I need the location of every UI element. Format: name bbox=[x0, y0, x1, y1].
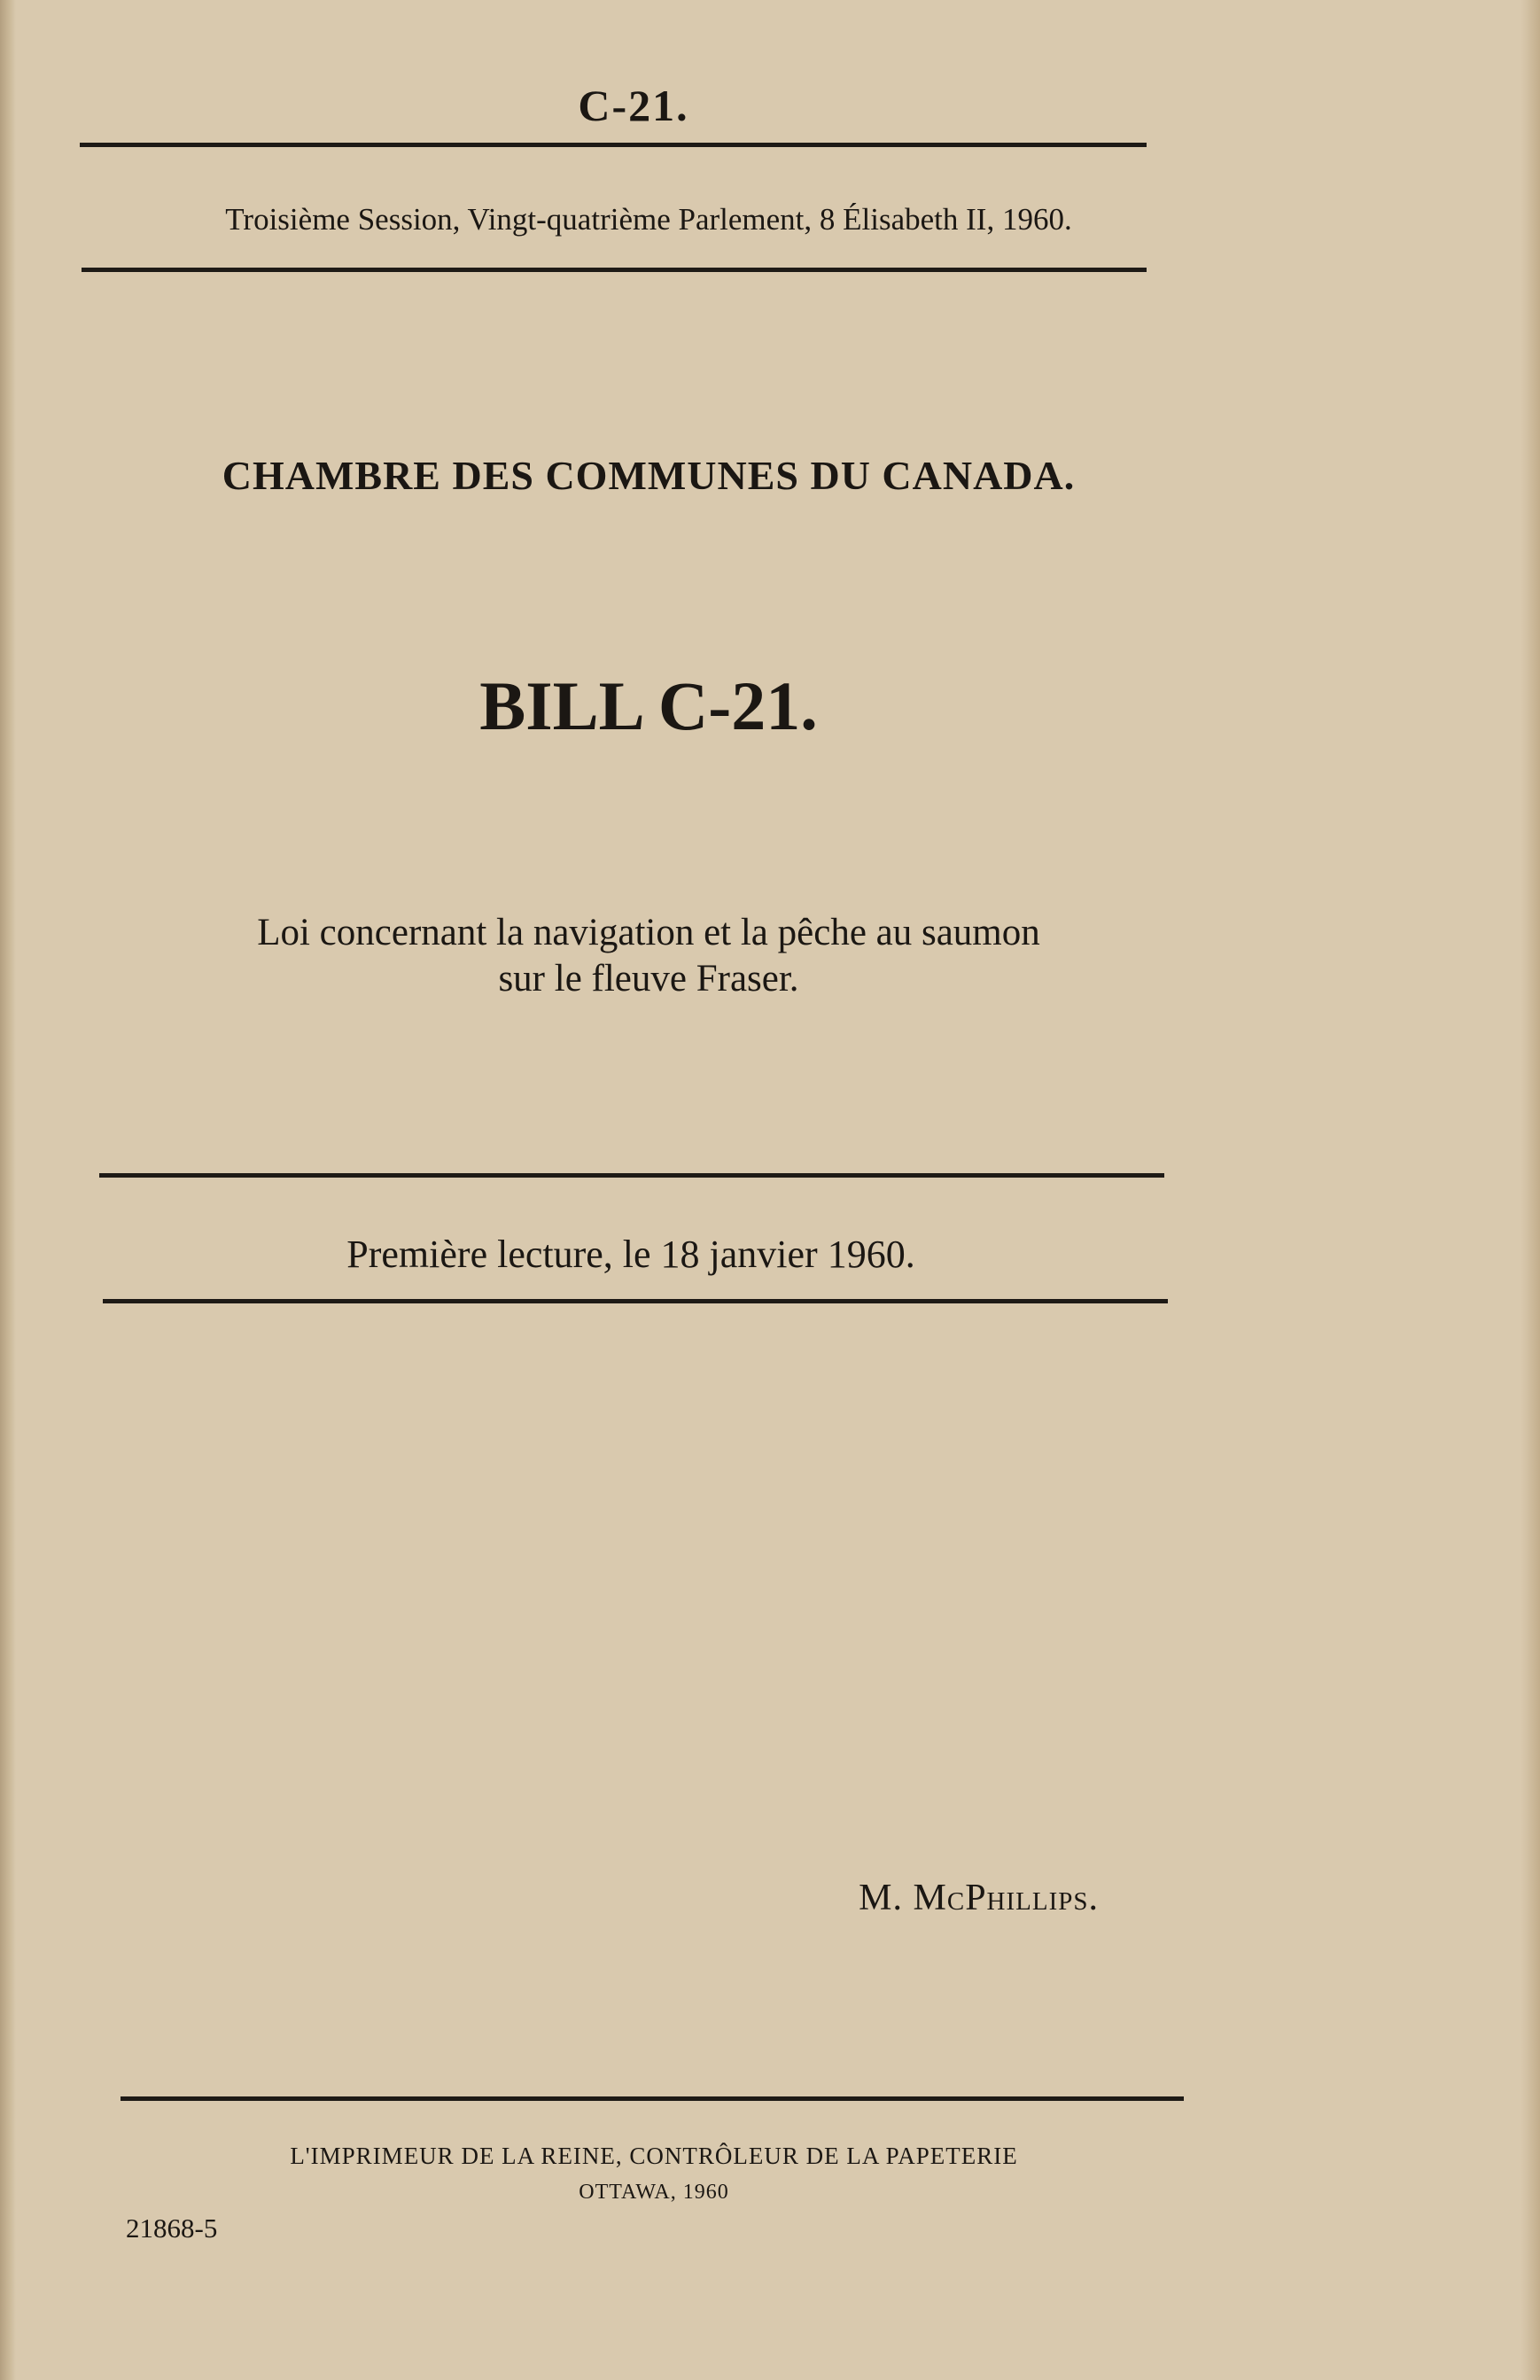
rule-bottom bbox=[121, 2096, 1184, 2101]
page-left-edge bbox=[0, 0, 16, 2380]
rule-top-2 bbox=[82, 268, 1147, 272]
bill-title: BILL C-21. bbox=[479, 667, 818, 744]
print-number: 21868-5 bbox=[126, 2213, 218, 2244]
printer-city: OTTAWA, 1960 bbox=[579, 2181, 729, 2204]
session-line: Troisième Session, Vingt-quatrième Parlement, 8 Élisabeth II, 1960. bbox=[225, 202, 1072, 237]
bill-description-line-1: Loi concernant la navigation et la pêche au saumon bbox=[257, 912, 1040, 953]
sponsor-name: M. McPhillips. bbox=[859, 1878, 1099, 1918]
rule-middle-1 bbox=[99, 1173, 1164, 1178]
bill-description-line-2: sur le fleuve Fraser. bbox=[498, 958, 799, 999]
bill-code-header: C-21. bbox=[578, 81, 689, 130]
printer-line: L'IMPRIMEUR DE LA REINE, CONTRÔLEUR DE LA PAPETERIE bbox=[290, 2143, 1018, 2169]
page-right-edge bbox=[1521, 0, 1540, 2380]
chamber-heading: CHAMBRE DES COMMUNES DU CANADA. bbox=[222, 453, 1076, 498]
rule-middle-2 bbox=[103, 1299, 1168, 1303]
rule-top-1 bbox=[80, 143, 1147, 147]
first-reading-line: Première lecture, le 18 janvier 1960. bbox=[346, 1233, 915, 1276]
